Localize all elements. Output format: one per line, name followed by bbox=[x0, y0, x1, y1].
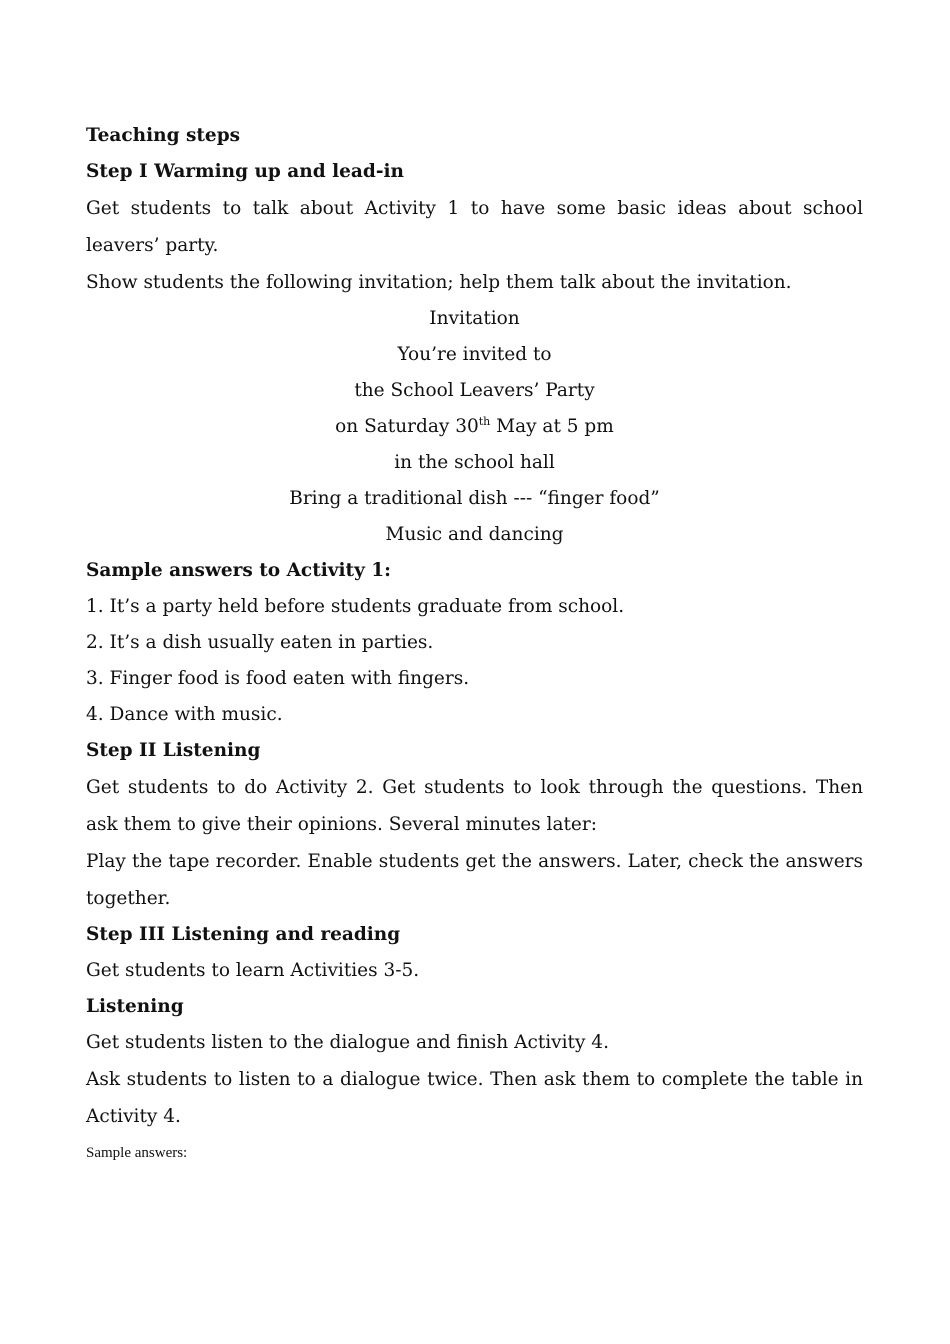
invitation-line: Music and dancing bbox=[385, 524, 564, 545]
sample-answer-item: 2. It’s a dish usually eaten in parties. bbox=[86, 632, 434, 653]
step2-paragraph-1: Get students to do Activity 2. Get students to look through the questions. Then ask them to give their opinions. Several minutes later: bbox=[86, 777, 863, 835]
sample-answer-item: 1. It’s a party held before students graduate from school. bbox=[86, 596, 625, 617]
sample-answers-title: Sample answers to Activity 1: bbox=[86, 560, 391, 581]
step2-paragraph-2: Play the tape recorder. Enable students get the answers. Later, check the answers together. bbox=[86, 851, 863, 909]
step1-paragraph-1: Get students to talk about Activity 1 to have some basic ideas about school leavers’ party. bbox=[86, 198, 863, 256]
invitation-date-suffix: th bbox=[478, 415, 491, 428]
step3-paragraph-1: Get students to learn Activities 3-5. bbox=[86, 960, 420, 981]
invitation-line: in the school hall bbox=[394, 452, 555, 473]
heading-teaching-steps: Teaching steps bbox=[86, 125, 241, 146]
invitation-line: Bring a traditional dish --- “finger food” bbox=[289, 488, 660, 509]
listening-subheading: Listening bbox=[86, 996, 184, 1017]
step1-title: Step I Warming up and lead-in bbox=[86, 161, 404, 182]
invitation-title: Invitation bbox=[429, 308, 520, 329]
step3-paragraph-2: Get students listen to the dialogue and finish Activity 4. bbox=[86, 1032, 609, 1053]
invitation-line: the School Leavers’ Party bbox=[354, 380, 595, 401]
invitation-block bbox=[86, 301, 863, 553]
sample-answer-item: 3. Finger food is food eaten with fingers. bbox=[86, 668, 470, 689]
invitation-line: You’re invited to bbox=[397, 344, 552, 365]
document-page bbox=[86, 118, 863, 1171]
sample-answers-label: Sample answers: bbox=[86, 1145, 188, 1161]
step2-title: Step II Listening bbox=[86, 740, 261, 761]
invitation-date-line bbox=[86, 409, 863, 445]
step1-paragraph-2: Show students the following invitation; help them talk about the invitation. bbox=[86, 272, 792, 293]
invitation-date-pre: on Saturday 30 bbox=[335, 416, 479, 437]
step3-paragraph-3: Ask students to listen to a dialogue twice. Then ask them to complete the table in Activity 4. bbox=[86, 1069, 863, 1127]
invitation-date-post: May at 5 pm bbox=[490, 416, 614, 437]
step3-title: Step III Listening and reading bbox=[86, 924, 401, 945]
sample-answer-item: 4. Dance with music. bbox=[86, 704, 283, 725]
